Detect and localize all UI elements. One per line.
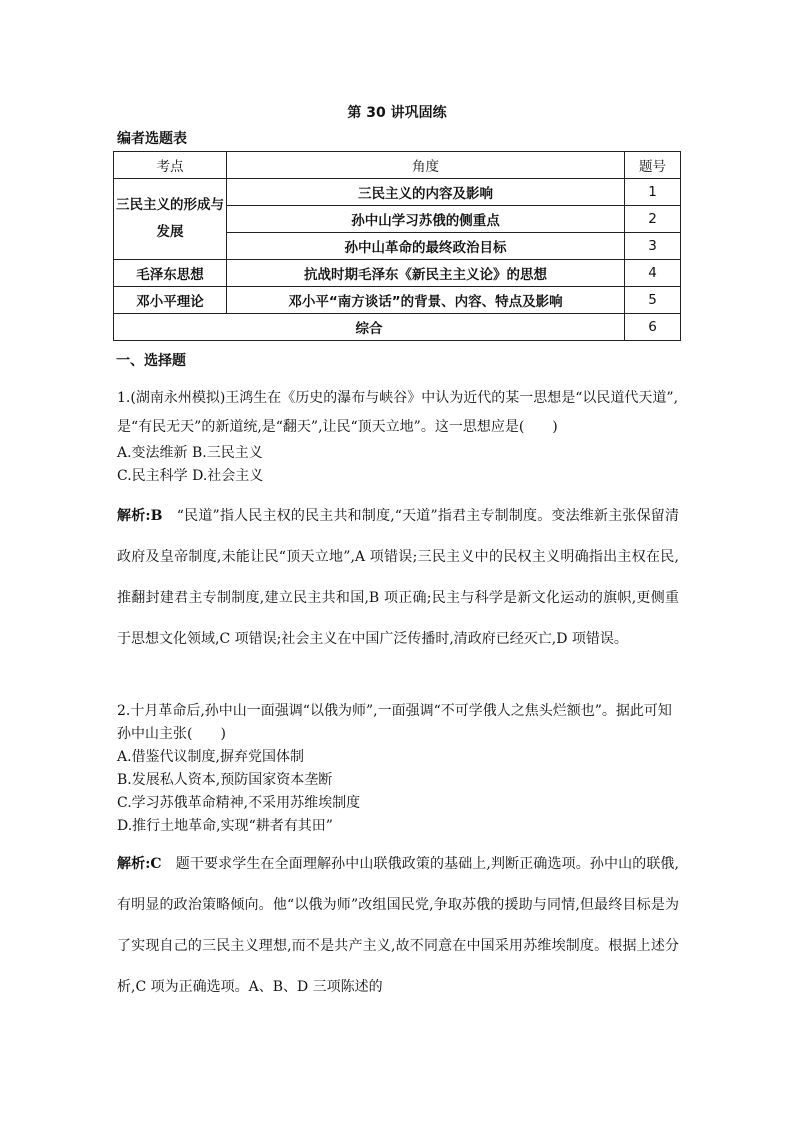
question-option: C.学习苏俄革命精神,不采用苏维埃制度 <box>117 795 361 811</box>
table-header-topic: 考点 <box>114 152 227 179</box>
table-row <box>114 260 681 287</box>
question-stem: 2.十月革命后,孙中山一面强调“以俄为师”,一面强调“不可学俄人之焦头烂额也”。据此可知孙中山主张( ) <box>117 703 672 742</box>
table-cell-number: 4 <box>625 260 681 287</box>
table-cell-angle: 邓小平“南方谈话”的背景、内容、特点及影响 <box>227 287 625 314</box>
table-row <box>114 314 681 341</box>
table-row <box>114 179 681 206</box>
analysis-label: 解析:C <box>117 856 162 872</box>
table-cell-topic: 毛泽东思想 <box>114 260 227 287</box>
topic-table <box>113 151 681 341</box>
table-cell-angle: 三民主义的内容及影响 <box>227 179 625 206</box>
table-header-angle: 角度 <box>227 152 625 179</box>
analysis-text: “民道”指人民主权的民主共和制度,“天道”指君主专制制度。变法维新主张保留清政府及皇帝制度,未能让民“顶天立地”,A 项错误;三民主义中的民权主义明确指出主权在民,推翻封建君主专制制度,建立民主共和国,B 项正确;民主与科学是新文化运动的旗帜,更侧重于思想文化领域,C 项错误;社会主义在中国广泛传播时,清政府已经灭亡,D 项错误。 <box>117 508 679 647</box>
table-cell-number: 5 <box>625 287 681 314</box>
question-option: B.发展私人资本,预防国家资本垄断 <box>117 772 333 788</box>
analysis-text: 题干要求学生在全面理解孙中山联俄政策的基础上,判断正确选项。孙中山的联俄,有明显的政治策略倾向。他“以俄为师”改组国民党,争取苏俄的援助与同情,但最终目标是为了实现自己的三民主义理想,而不是共产主义,故不同意在中国采用苏维埃制度。根据上述分析,C 项为正确选项。A、B、D 三项陈述的 <box>117 856 680 995</box>
table-cell-number: 6 <box>625 314 681 341</box>
section-heading: 一、选择题 <box>116 353 186 369</box>
page-title: 第 30 讲巩固练 <box>347 105 447 121</box>
answer-analysis <box>117 496 679 660</box>
table-header-row <box>114 152 681 179</box>
question-option: C.民主科学 D.社会主义 <box>117 468 264 484</box>
question-stem: 1.(湖南永州模拟)王鸿生在《历史的瀑布与峡谷》中认为近代的某一思想是“以民道代天道”,是“有民无天”的新道统,是“翻天”,让民“顶天立地”。这一思想应是( ) <box>117 390 679 435</box>
question-2 <box>117 700 679 1008</box>
table-cell-angle: 孙中山革命的最终政治目标 <box>227 233 625 260</box>
table-cell-number: 1 <box>625 179 681 206</box>
table-cell-angle: 抗战时期毛泽东《新民主主义论》的思想 <box>227 260 625 287</box>
question-option: A.变法维新 B.三民主义 <box>117 445 263 461</box>
table-cell-angle: 孙中山学习苏俄的侧重点 <box>227 206 625 233</box>
table-cell-topic: 三民主义的形成与发展 <box>114 179 227 260</box>
question-1 <box>117 384 679 660</box>
table-caption: 编者选题表 <box>117 131 187 147</box>
table-header-number: 题号 <box>625 152 681 179</box>
table-cell-number: 3 <box>625 233 681 260</box>
table-cell-number: 2 <box>625 206 681 233</box>
question-option: A.借鉴代议制度,摒弃党国体制 <box>117 749 305 765</box>
table-cell-summary: 综合 <box>114 314 625 341</box>
analysis-label: 解析:B <box>117 508 163 524</box>
table-row <box>114 287 681 314</box>
table-cell-topic: 邓小平理论 <box>114 287 227 314</box>
answer-analysis <box>117 844 679 1008</box>
question-option: D.推行土地革命,实现“耕者有其田” <box>117 818 333 834</box>
